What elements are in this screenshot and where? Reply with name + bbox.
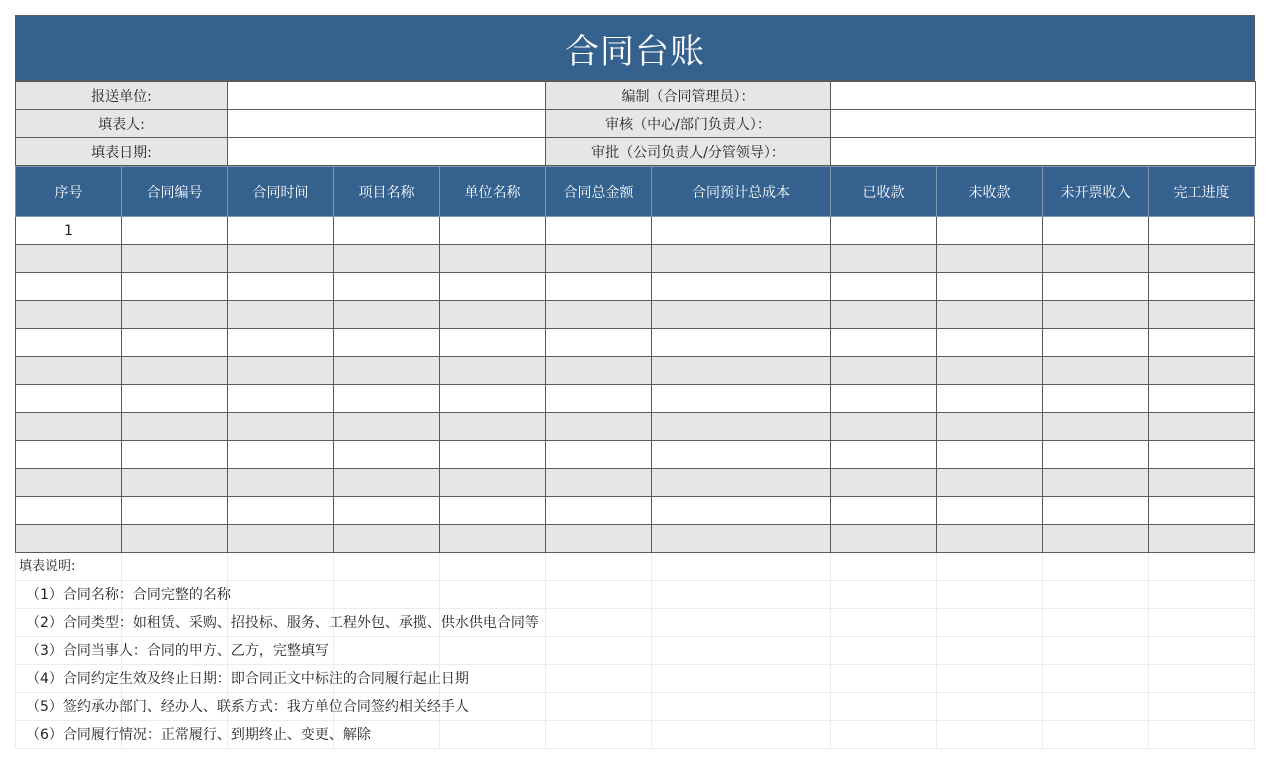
table-row — [16, 441, 1255, 469]
table-cell[interactable] — [1043, 301, 1149, 329]
table-cell[interactable] — [546, 245, 652, 273]
table-row — [16, 497, 1255, 525]
note-item: （3）合同当事人：合同的甲方、乙方，完整填写 — [26, 643, 329, 659]
table-cell[interactable] — [228, 301, 334, 329]
table-cell[interactable] — [831, 525, 937, 553]
table-cell[interactable] — [334, 413, 440, 441]
table-cell[interactable] — [831, 497, 937, 525]
table-cell[interactable] — [937, 497, 1043, 525]
table-cell[interactable] — [334, 273, 440, 301]
table-row — [16, 245, 1255, 273]
table-cell[interactable] — [937, 469, 1043, 497]
table-cell[interactable] — [831, 357, 937, 385]
table-cell[interactable] — [440, 469, 546, 497]
table-cell[interactable] — [1043, 245, 1149, 273]
reviewer-label: 审核（中心/部门负责人）： — [546, 110, 831, 138]
table-cell[interactable] — [16, 273, 122, 301]
table-cell[interactable] — [16, 469, 122, 497]
table-cell[interactable] — [122, 301, 228, 329]
table-cell[interactable] — [440, 357, 546, 385]
note-item: （1）合同名称：合同完整的名称 — [26, 587, 231, 603]
ledger-header — [16, 167, 1255, 217]
table-row — [16, 385, 1255, 413]
table-cell[interactable] — [1149, 581, 1255, 609]
filler-cell[interactable] — [228, 110, 546, 138]
table-cell[interactable] — [546, 721, 652, 749]
table-cell[interactable] — [440, 217, 546, 245]
table-cell[interactable] — [1149, 385, 1255, 413]
table-cell[interactable] — [937, 329, 1043, 357]
header-row — [16, 167, 1255, 217]
table-cell[interactable] — [831, 301, 937, 329]
table-cell[interactable] — [228, 441, 334, 469]
table-cell[interactable] — [1149, 637, 1255, 665]
prepared-by-cell[interactable] — [831, 82, 1256, 110]
column-header-estimated-cost: 合同预计总成本 — [652, 167, 831, 217]
table-cell[interactable] — [1149, 525, 1255, 553]
table-cell[interactable] — [228, 581, 334, 609]
table-cell[interactable] — [937, 525, 1043, 553]
column-header-contract-no: 合同编号 — [122, 167, 228, 217]
table-cell[interactable] — [122, 385, 228, 413]
table-cell[interactable] — [1043, 721, 1149, 749]
reviewer-cell[interactable] — [831, 110, 1256, 138]
table-cell[interactable] — [546, 637, 652, 665]
table-cell[interactable] — [122, 525, 228, 553]
table-cell[interactable] — [831, 665, 937, 693]
table-cell[interactable] — [122, 357, 228, 385]
table-cell[interactable] — [937, 637, 1043, 665]
table-cell[interactable] — [937, 721, 1043, 749]
table-cell[interactable] — [440, 441, 546, 469]
table-cell[interactable] — [937, 609, 1043, 637]
note-row — [16, 721, 1255, 749]
column-header-unreceived: 未收款 — [937, 167, 1043, 217]
ledger-table — [15, 166, 1255, 749]
table-cell[interactable] — [1149, 357, 1255, 385]
table-cell[interactable] — [440, 329, 546, 357]
note-row — [16, 581, 1255, 609]
table-cell[interactable] — [1149, 665, 1255, 693]
table-cell[interactable] — [831, 441, 937, 469]
table-cell[interactable] — [440, 273, 546, 301]
meta-row — [16, 82, 1256, 110]
table-cell[interactable] — [831, 413, 937, 441]
table-cell[interactable] — [334, 245, 440, 273]
note-item: （4）合同约定生效及终止日期：即合同正文中标注的合同履行起止日期 — [26, 671, 469, 687]
table-cell[interactable] — [1043, 329, 1149, 357]
table-cell[interactable] — [122, 217, 228, 245]
filler-label: 填表人: — [16, 110, 228, 138]
table-cell[interactable] — [334, 385, 440, 413]
table-row — [16, 525, 1255, 553]
table-cell[interactable] — [228, 525, 334, 553]
table-cell[interactable] — [652, 385, 831, 413]
table-cell[interactable] — [652, 581, 831, 609]
table-cell[interactable] — [1149, 469, 1255, 497]
table-cell[interactable] — [1043, 581, 1149, 609]
table-cell[interactable] — [1043, 273, 1149, 301]
meta-row — [16, 138, 1256, 166]
column-header-project-name: 项目名称 — [334, 167, 440, 217]
table-cell[interactable] — [16, 637, 329, 665]
table-row — [16, 357, 1255, 385]
notes-heading: 填表说明: — [19, 559, 76, 574]
table-cell[interactable] — [440, 721, 546, 749]
table-cell[interactable] — [122, 245, 228, 273]
table-cell[interactable] — [122, 329, 228, 357]
note-row — [16, 693, 1255, 721]
table-cell[interactable] — [546, 329, 652, 357]
table-cell[interactable] — [228, 385, 334, 413]
table-cell[interactable] — [546, 609, 652, 637]
table-cell[interactable] — [546, 273, 652, 301]
table-cell[interactable] — [937, 217, 1043, 245]
table-cell[interactable] — [831, 469, 937, 497]
sheet-title: 合同台账 — [565, 31, 705, 72]
table-cell[interactable] — [546, 217, 652, 245]
reporting-unit-cell[interactable] — [228, 82, 546, 110]
table-cell[interactable] — [228, 245, 334, 273]
table-cell[interactable] — [334, 553, 440, 581]
table-cell[interactable] — [16, 245, 122, 273]
table-cell[interactable] — [1043, 693, 1149, 721]
table-cell[interactable] — [16, 609, 539, 637]
meta-row — [16, 110, 1256, 138]
table-cell[interactable] — [1043, 609, 1149, 637]
table-cell[interactable] — [122, 553, 228, 581]
table-cell[interactable] — [652, 721, 831, 749]
table-cell[interactable] — [1149, 217, 1255, 245]
table-cell[interactable] — [440, 413, 546, 441]
table-row — [16, 329, 1255, 357]
table-cell[interactable] — [546, 357, 652, 385]
column-header-contract-time: 合同时间 — [228, 167, 334, 217]
table-cell[interactable] — [228, 553, 334, 581]
table-cell[interactable] — [334, 217, 440, 245]
table-cell[interactable] — [546, 413, 652, 441]
column-header-completion-progress: 完工进度 — [1149, 167, 1255, 217]
table-cell[interactable] — [334, 357, 440, 385]
table-cell[interactable] — [937, 553, 1043, 581]
table-cell[interactable] — [440, 525, 546, 553]
table-cell[interactable] — [16, 329, 122, 357]
table-cell[interactable] — [334, 637, 440, 665]
table-cell[interactable] — [228, 497, 334, 525]
note-row — [16, 637, 1255, 665]
table-cell[interactable] — [1043, 385, 1149, 413]
table-cell[interactable] — [937, 273, 1043, 301]
table-cell[interactable] — [16, 385, 122, 413]
table-cell[interactable] — [440, 637, 546, 665]
note-item: （5）签约承办部门、经办人、联系方式：我方单位合同签约相关经手人 — [26, 699, 469, 715]
reporting-unit-label: 报送单位: — [16, 82, 228, 110]
table-cell[interactable] — [1043, 413, 1149, 441]
table-cell[interactable] — [16, 525, 122, 553]
notes-heading-row — [16, 553, 1255, 581]
note-item: （2）合同类型：如租赁、采购、招投标、服务、工程外包、承揽、供水供电合同等 — [26, 615, 539, 631]
table-cell[interactable] — [440, 497, 546, 525]
table-row — [16, 217, 1255, 245]
table-cell[interactable] — [1043, 469, 1149, 497]
prepared-by-label: 编制（合同管理员）： — [546, 82, 831, 110]
table-cell[interactable] — [652, 637, 831, 665]
table-cell[interactable] — [652, 413, 831, 441]
table-row — [16, 301, 1255, 329]
table-cell[interactable] — [16, 553, 122, 581]
table-cell[interactable] — [652, 609, 831, 637]
table-cell[interactable] — [652, 665, 831, 693]
table-cell[interactable] — [652, 245, 831, 273]
table-cell[interactable] — [652, 357, 831, 385]
table-cell[interactable] — [546, 525, 652, 553]
table-cell[interactable] — [334, 301, 440, 329]
column-header-total-amount: 合同总金额 — [546, 167, 652, 217]
table-cell[interactable] — [831, 637, 937, 665]
table-cell[interactable] — [228, 273, 334, 301]
table-cell[interactable] — [334, 441, 440, 469]
approver-cell[interactable] — [831, 138, 1256, 166]
table-cell[interactable] — [831, 329, 937, 357]
table-cell[interactable] — [937, 693, 1043, 721]
table-cell[interactable] — [334, 329, 440, 357]
table-cell[interactable] — [1149, 441, 1255, 469]
table-cell[interactable] — [652, 301, 831, 329]
table-cell[interactable] — [334, 469, 440, 497]
table-cell[interactable] — [546, 469, 652, 497]
table-cell[interactable] — [546, 553, 652, 581]
table-cell[interactable] — [831, 245, 937, 273]
table-cell[interactable] — [937, 665, 1043, 693]
table-cell[interactable] — [1043, 637, 1149, 665]
table-cell[interactable] — [440, 245, 546, 273]
fill-date-label: 填表日期: — [16, 138, 228, 166]
table-cell[interactable] — [16, 581, 231, 609]
table-cell[interactable] — [831, 273, 937, 301]
table-cell[interactable] — [546, 301, 652, 329]
meta-table — [15, 81, 1256, 166]
table-cell[interactable] — [1149, 609, 1255, 637]
table-cell[interactable] — [546, 385, 652, 413]
table-cell[interactable] — [228, 413, 334, 441]
row-index-cell[interactable]: 1 — [16, 217, 122, 245]
table-cell[interactable] — [652, 273, 831, 301]
table-cell[interactable] — [16, 497, 122, 525]
table-cell[interactable] — [1149, 329, 1255, 357]
table-cell[interactable] — [16, 301, 122, 329]
table-cell[interactable] — [652, 469, 831, 497]
table-cell[interactable] — [122, 441, 228, 469]
note-item: （6）合同履行情况：正常履行、到期终止、变更、解除 — [26, 727, 371, 743]
table-cell[interactable] — [440, 301, 546, 329]
table-cell[interactable] — [1043, 525, 1149, 553]
table-cell[interactable] — [334, 497, 440, 525]
table-cell[interactable] — [1043, 441, 1149, 469]
table-cell[interactable] — [937, 413, 1043, 441]
table-cell[interactable] — [334, 581, 440, 609]
column-header-received: 已收款 — [831, 167, 937, 217]
table-cell[interactable] — [831, 693, 937, 721]
table-cell[interactable] — [1149, 721, 1255, 749]
table-cell[interactable] — [122, 469, 228, 497]
table-cell[interactable] — [16, 693, 469, 721]
table-cell[interactable] — [652, 329, 831, 357]
table-row — [16, 413, 1255, 441]
table-cell[interactable] — [652, 693, 831, 721]
table-cell[interactable] — [16, 357, 122, 385]
table-cell[interactable] — [652, 217, 831, 245]
table-cell[interactable] — [1043, 553, 1149, 581]
table-cell[interactable] — [122, 497, 228, 525]
table-cell[interactable] — [16, 665, 469, 693]
fill-date-cell[interactable] — [228, 138, 546, 166]
table-cell[interactable] — [228, 329, 334, 357]
table-cell[interactable] — [1149, 693, 1255, 721]
table-cell[interactable] — [546, 693, 652, 721]
table-cell[interactable] — [937, 245, 1043, 273]
table-cell[interactable] — [652, 497, 831, 525]
table-cell[interactable] — [831, 609, 937, 637]
table-cell[interactable] — [831, 721, 937, 749]
table-cell[interactable] — [937, 581, 1043, 609]
table-cell[interactable] — [937, 385, 1043, 413]
table-cell[interactable] — [1043, 357, 1149, 385]
table-cell[interactable] — [122, 273, 228, 301]
approver-label: 审批（公司负责人/分管领导）： — [546, 138, 831, 166]
table-cell[interactable] — [440, 385, 546, 413]
column-header-index: 序号 — [16, 167, 122, 217]
table-cell[interactable] — [440, 553, 546, 581]
notes-section — [16, 553, 1255, 749]
table-row — [16, 469, 1255, 497]
table-cell[interactable] — [1149, 413, 1255, 441]
table-cell[interactable] — [1043, 497, 1149, 525]
table-cell[interactable] — [1149, 245, 1255, 273]
table-cell[interactable] — [831, 581, 937, 609]
table-cell[interactable] — [122, 413, 228, 441]
table-cell[interactable] — [546, 497, 652, 525]
table-cell[interactable] — [546, 581, 652, 609]
table-cell[interactable] — [937, 301, 1043, 329]
table-cell[interactable] — [16, 721, 371, 749]
table-cell[interactable] — [1149, 553, 1255, 581]
table-cell[interactable] — [937, 441, 1043, 469]
table-cell[interactable] — [228, 217, 334, 245]
table-cell[interactable] — [831, 385, 937, 413]
note-row — [16, 665, 1255, 693]
table-cell[interactable] — [831, 553, 937, 581]
table-cell[interactable] — [652, 441, 831, 469]
column-header-uninvoiced-income: 未开票收入 — [1043, 167, 1149, 217]
title-bar — [15, 15, 1255, 81]
table-cell[interactable] — [546, 441, 652, 469]
table-cell[interactable] — [1149, 301, 1255, 329]
table-cell[interactable] — [937, 357, 1043, 385]
table-cell[interactable] — [546, 665, 652, 693]
table-cell[interactable] — [652, 553, 831, 581]
table-cell[interactable] — [831, 217, 937, 245]
table-cell[interactable] — [1149, 273, 1255, 301]
table-cell[interactable] — [1149, 497, 1255, 525]
table-cell[interactable] — [1043, 217, 1149, 245]
table-row — [16, 273, 1255, 301]
ledger-body — [16, 217, 1255, 553]
table-cell[interactable] — [440, 581, 546, 609]
column-header-unit-name: 单位名称 — [440, 167, 546, 217]
table-cell[interactable] — [16, 441, 122, 469]
table-cell[interactable] — [652, 525, 831, 553]
table-cell[interactable] — [228, 469, 334, 497]
contract-ledger-sheet — [15, 15, 1255, 749]
table-cell[interactable] — [334, 525, 440, 553]
table-cell[interactable] — [1043, 665, 1149, 693]
note-row — [16, 609, 1255, 637]
table-cell[interactable] — [16, 413, 122, 441]
table-cell[interactable] — [228, 357, 334, 385]
